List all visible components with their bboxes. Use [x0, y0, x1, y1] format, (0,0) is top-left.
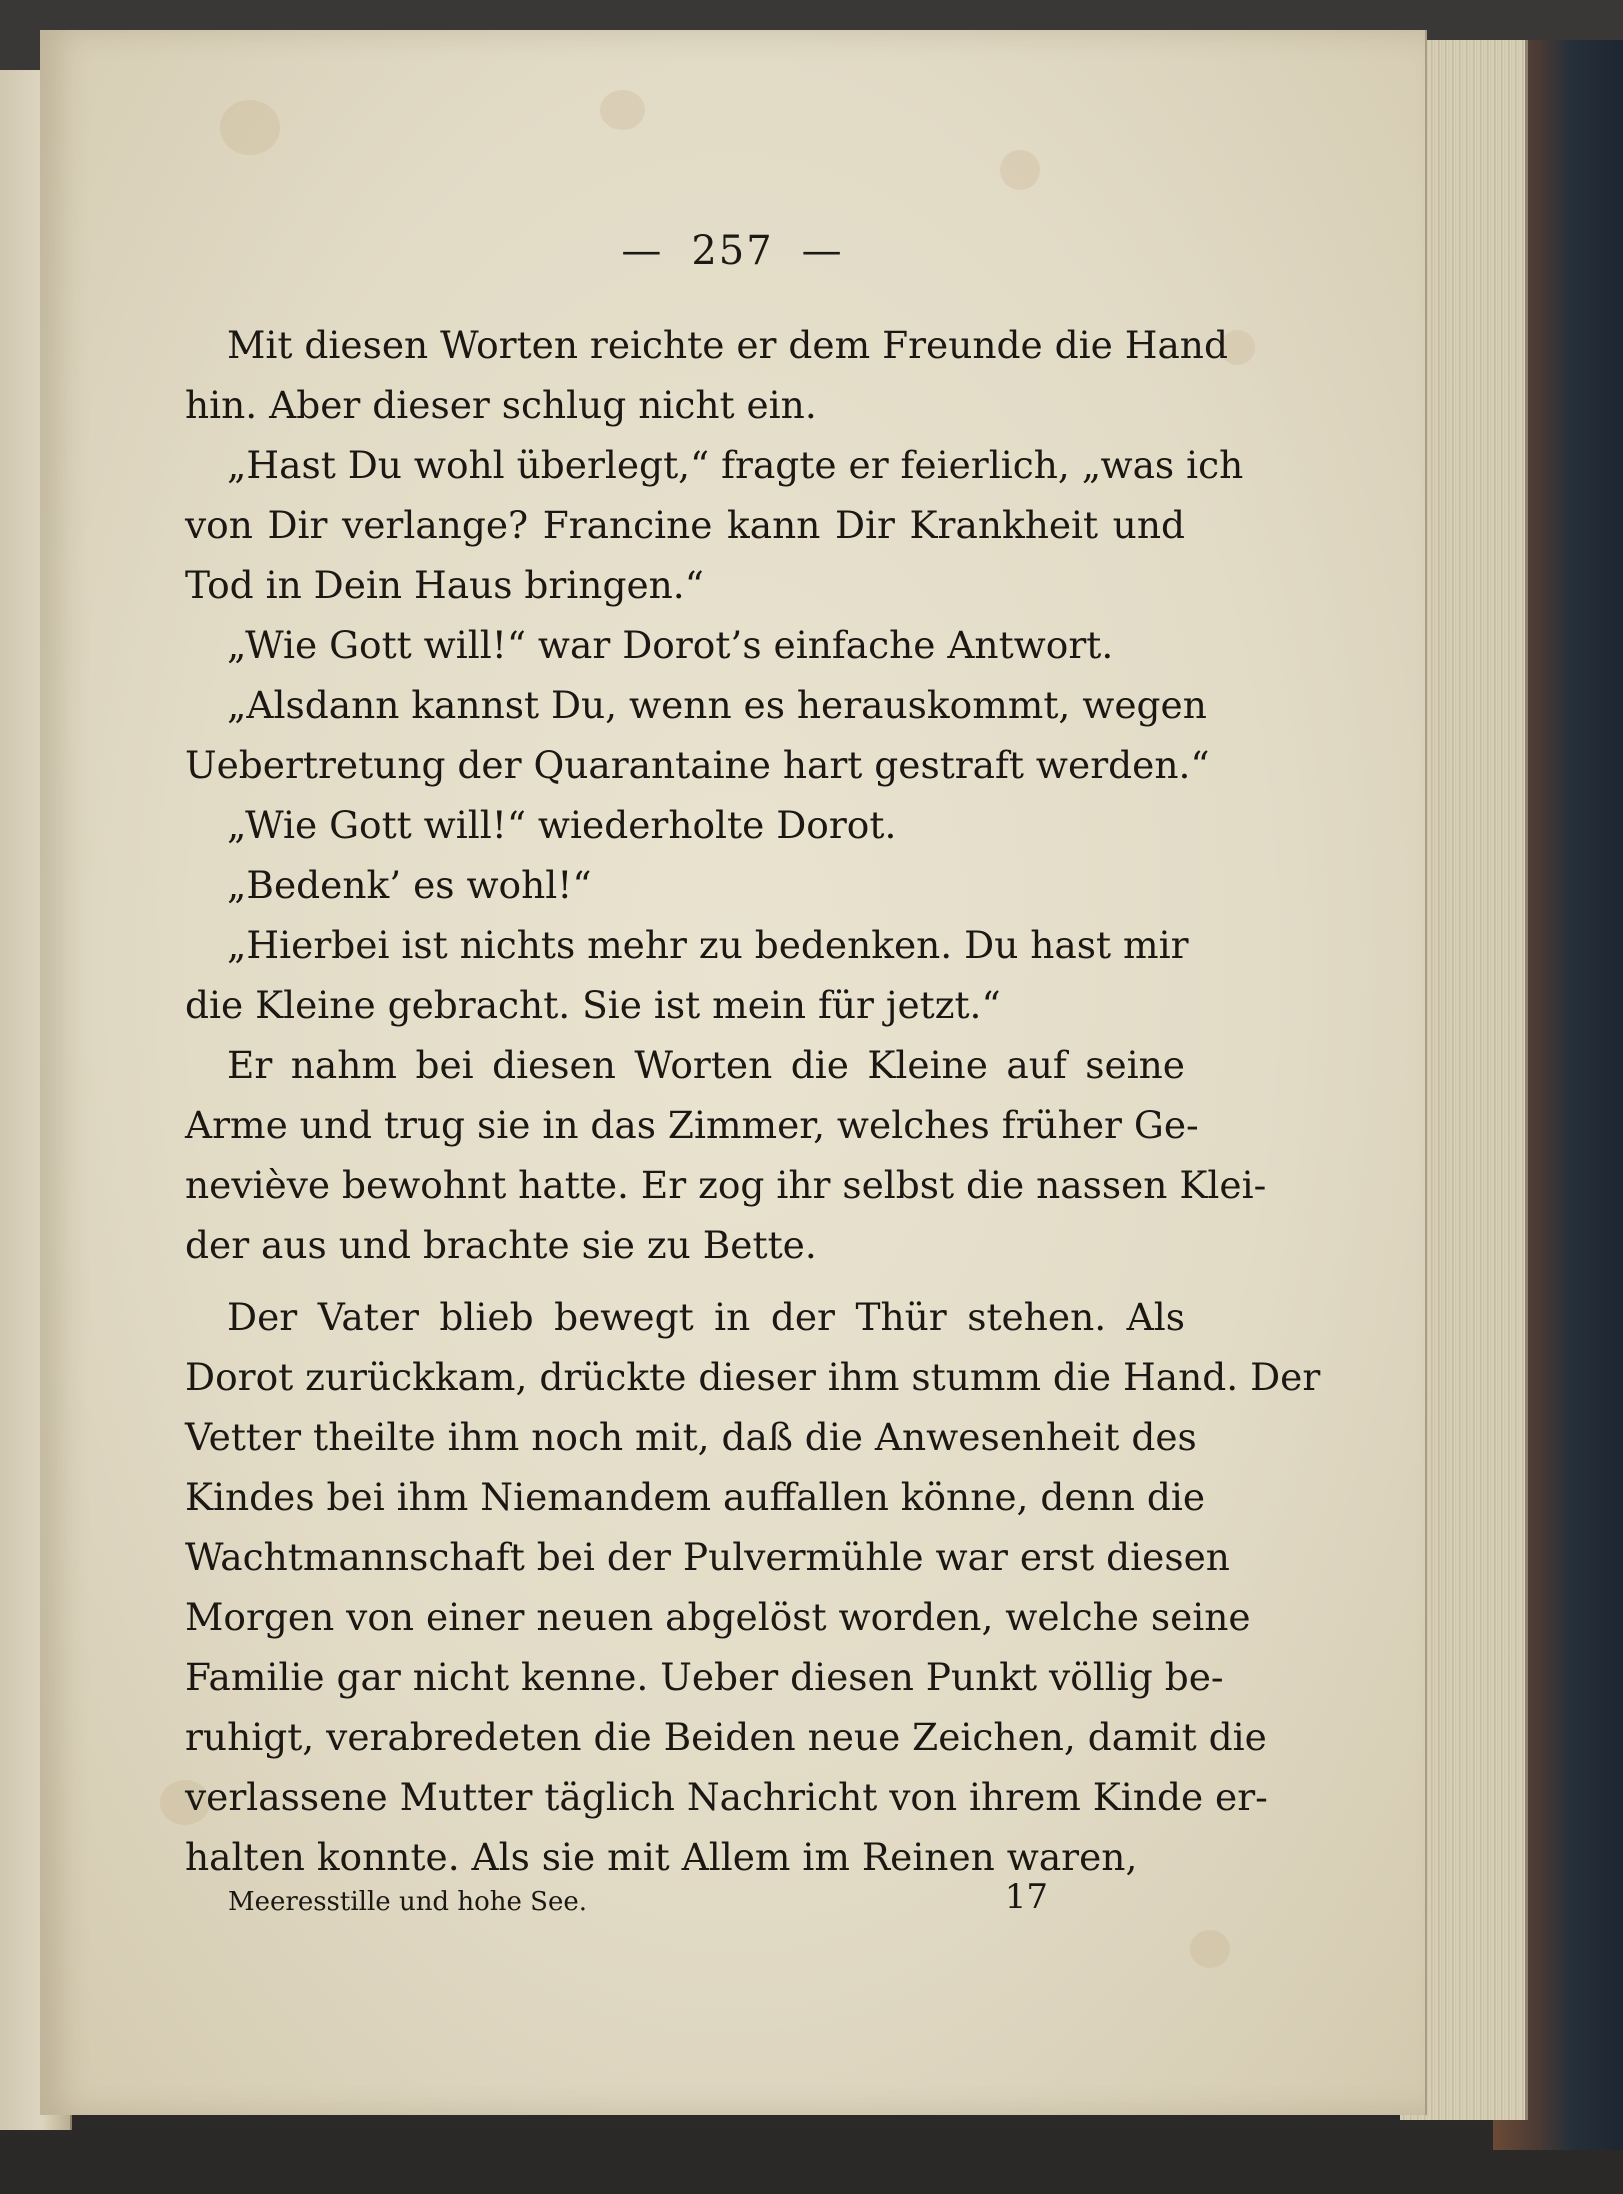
- text-line: von Dir verlange? Francine kann Dir Krankheit und: [185, 503, 1185, 547]
- text-line: „Alsdann kannst Du, wenn es herauskommt, wegen: [227, 683, 1207, 727]
- signature-mark: 17: [1004, 1877, 1048, 1917]
- text-line: „Hierbei ist nichts mehr zu bedenken. Du hast mir: [227, 923, 1189, 967]
- paragraph-gap: [185, 1275, 1185, 1287]
- text-line: Er nahm bei diesen Worten die Kleine auf seine: [227, 1043, 1185, 1087]
- text-line: Vetter theilte ihm noch mit, daß die Anwesenheit des: [185, 1415, 1197, 1459]
- text-line: „Bedenk’ es wohl!“: [227, 863, 592, 907]
- text-line: Arme und trug sie in das Zimmer, welches früher Ge-: [185, 1103, 1199, 1147]
- header-dash-left: —: [621, 228, 664, 274]
- text-line: Mit diesen Worten reichte er dem Freunde die Hand: [227, 323, 1228, 367]
- text-line: „Hast Du wohl überlegt,“ fragte er feierlich, „was ich: [227, 443, 1244, 487]
- page-number: 257: [691, 228, 774, 274]
- text-line: ruhigt, verabredeten die Beiden neue Zeichen, damit die: [185, 1715, 1267, 1759]
- book-page: [40, 30, 1427, 2115]
- header-dash-right: —: [801, 228, 844, 274]
- text-line: Uebertretung der Quarantaine hart gestraft werden.“: [185, 743, 1210, 787]
- text-line: neviève bewohnt hatte. Er zog ihr selbst die nassen Klei-: [185, 1163, 1267, 1207]
- text-line: hin. Aber dieser schlug nicht ein.: [185, 383, 817, 427]
- text-line: die Kleine gebracht. Sie ist mein für jetzt.“: [185, 983, 1001, 1027]
- body-text: [185, 315, 1321, 1887]
- page-header: [40, 228, 1425, 274]
- text-line: Dorot zurückkam, drückte dieser ihm stumm die Hand. Der: [185, 1355, 1321, 1399]
- text-line: Morgen von einer neuen abgelöst worden, welche seine: [185, 1595, 1251, 1639]
- text-line: halten konnte. Als sie mit Allem im Reinen waren,: [185, 1835, 1138, 1879]
- text-line: Der Vater blieb bewegt in der Thür stehen. Als: [227, 1295, 1185, 1339]
- text-line: verlassene Mutter täglich Nachricht von ihrem Kinde er-: [185, 1775, 1268, 1819]
- text-line: der aus und brachte sie zu Bette.: [185, 1223, 817, 1267]
- text-line: Wachtmannschaft bei der Pulvermühle war erst diesen: [185, 1535, 1230, 1579]
- text-line: Kindes bei ihm Niemandem auffallen könne, denn die: [185, 1475, 1206, 1519]
- text-line: Familie gar nicht kenne. Ueber diesen Punkt völlig be-: [185, 1655, 1224, 1699]
- page-footer: [228, 1877, 1048, 1917]
- text-line: „Wie Gott will!“ wiederholte Dorot.: [227, 803, 897, 847]
- signature-title: Meeresstille und hohe See.: [228, 1887, 587, 1917]
- text-line: „Wie Gott will!“ war Dorot’s einfache Antwort.: [227, 623, 1114, 667]
- text-line: Tod in Dein Haus bringen.“: [185, 563, 704, 607]
